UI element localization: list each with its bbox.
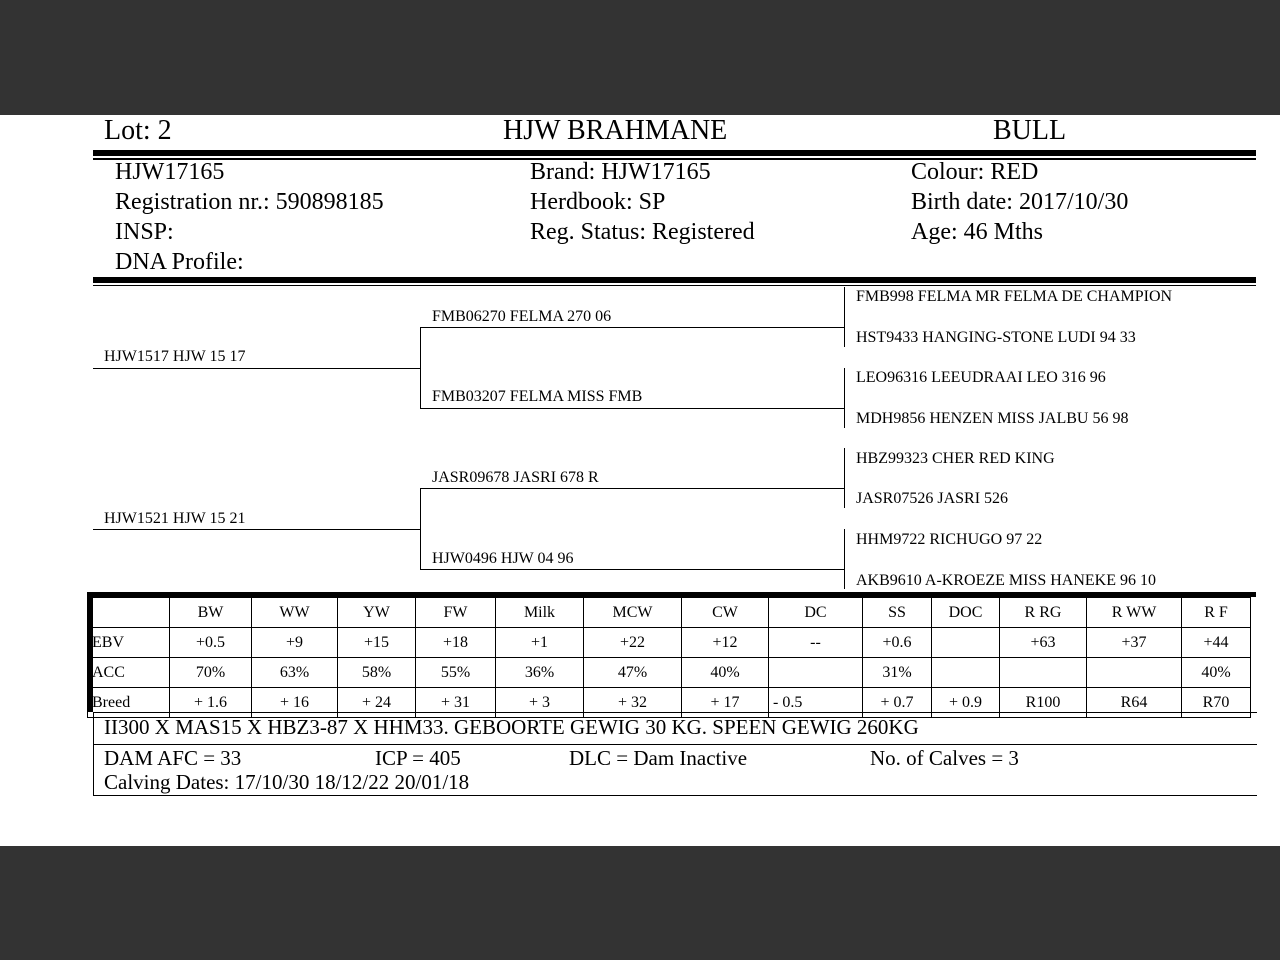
- dd-bracket: [844, 529, 845, 589]
- icp: ICP = 405: [375, 746, 461, 770]
- pedigree-sss: FMB998 FELMA MR FELMA DE CHAMPION: [856, 288, 1173, 305]
- pedigree-dam: HJW1521 HJW 15 21: [104, 510, 246, 527]
- dam-line: [93, 529, 420, 530]
- number-of-calves: No. of Calves = 3: [870, 746, 1019, 770]
- ebv-cell: +37: [1087, 628, 1182, 658]
- ebv-cell: +15: [338, 628, 416, 658]
- pedigree-sire-dam: FMB03207 FELMA MISS FMB: [432, 388, 643, 405]
- ebv-table: [87, 597, 1251, 718]
- ebv-cell: +18: [416, 628, 496, 658]
- ebv-header-row: [88, 598, 1251, 628]
- ebv-cell: +0.6: [863, 628, 932, 658]
- ebv-cell: + 17: [682, 688, 769, 718]
- pedigree-dam-sire: JASR09678 JASRI 678 R: [432, 469, 599, 486]
- registration-number: Registration nr.: 590898185: [115, 189, 384, 215]
- dna-profile-label: DNA Profile:: [115, 249, 244, 275]
- ebv-cell: + 16: [252, 688, 338, 718]
- ebv-cell: + 31: [416, 688, 496, 718]
- info-rule-thick: [93, 277, 1256, 283]
- pedigree-sire: HJW1517 HJW 15 17: [104, 348, 246, 365]
- header-rule-thick: [93, 150, 1256, 156]
- dam-afc: DAM AFC = 33: [104, 746, 242, 770]
- dd-line: [420, 569, 844, 570]
- ebv-cell: +1: [496, 628, 584, 658]
- age: Age: 46 Mths: [911, 219, 1043, 245]
- ss-line: [420, 327, 844, 328]
- ebv-column-header: DC: [769, 598, 863, 628]
- ebv-cell: 40%: [682, 658, 769, 688]
- ebv-cell: +22: [584, 628, 682, 658]
- animal-sex: BULL: [993, 115, 1067, 146]
- dam-stats-box: [93, 744, 1257, 796]
- ss-bracket: [844, 287, 845, 347]
- pedigree-dam-dam: HJW0496 HJW 04 96: [432, 550, 574, 567]
- breeding-notes: II300 X MAS15 X HBZ3-87 X HHM33. GEBOORTE GEWIG 30 KG. SPEEN GEWIG 260KG: [104, 715, 919, 739]
- notes-box: [93, 712, 1257, 745]
- ebv-column-header: MCW: [584, 598, 682, 628]
- ebv-cell: 40%: [1182, 658, 1251, 688]
- ebv-column-header: [88, 598, 170, 628]
- ebv-cell: + 3: [496, 688, 584, 718]
- birth-date: Birth date: 2017/10/30: [911, 189, 1129, 215]
- sd-line: [420, 408, 844, 409]
- ebv-cell: 63%: [252, 658, 338, 688]
- ebv-table-body: [88, 598, 1251, 718]
- pedigree-sdd: MDH9856 HENZEN MISS JALBU 56 98: [856, 410, 1129, 427]
- sd-bracket: [844, 368, 845, 428]
- sire-line: [93, 368, 420, 369]
- ebv-column-header: SS: [863, 598, 932, 628]
- ebv-column-header: FW: [416, 598, 496, 628]
- ebv-row-label: ACC: [88, 658, 170, 688]
- ebv-cell: + 32: [584, 688, 682, 718]
- ebv-cell: R64: [1087, 688, 1182, 718]
- pedigree-ddd: AKB9610 A-KROEZE MISS HANEKE 96 10: [856, 572, 1156, 589]
- ebv-column-header: R RG: [1000, 598, 1087, 628]
- ebv-cell: 31%: [863, 658, 932, 688]
- ebv-cell: + 1.6: [170, 688, 252, 718]
- pedigree-dss: HBZ99323 CHER RED KING: [856, 450, 1055, 467]
- ebv-column-header: WW: [252, 598, 338, 628]
- brand: Brand: HJW17165: [530, 159, 711, 185]
- ebv-cell: R100: [1000, 688, 1087, 718]
- ebv-cell: 36%: [496, 658, 584, 688]
- ebv-cell: [769, 658, 863, 688]
- animal-name: HJW BRAHMANE: [503, 115, 728, 146]
- ebv-cell: 55%: [416, 658, 496, 688]
- ebv-cell: 47%: [584, 658, 682, 688]
- pedigree-dds: HHM9722 RICHUGO 97 22: [856, 531, 1043, 548]
- ebv-cell: +0.5: [170, 628, 252, 658]
- info-rule-thin: [93, 285, 1256, 286]
- ebv-row: [88, 658, 1251, 688]
- bottom-letterbox: [0, 846, 1280, 960]
- ebv-cell: +63: [1000, 628, 1087, 658]
- pedigree-ssd: HST9433 HANGING-STONE LUDI 94 33: [856, 329, 1136, 346]
- animal-id: HJW17165: [115, 159, 225, 185]
- dam-bracket: [420, 488, 421, 569]
- ebv-cell: [1000, 658, 1087, 688]
- pedigree-sire-sire: FMB06270 FELMA 270 06: [432, 308, 612, 325]
- ebv-cell: 70%: [170, 658, 252, 688]
- ebv-cell: + 0.7: [863, 688, 932, 718]
- colour: Colour: RED: [911, 159, 1039, 185]
- auction-lot-card: [0, 115, 1280, 846]
- ebv-cell: R70: [1182, 688, 1251, 718]
- ebv-cell: +44: [1182, 628, 1251, 658]
- ebv-column-header: CW: [682, 598, 769, 628]
- ds-bracket: [844, 448, 845, 508]
- ebv-cell: [932, 628, 1000, 658]
- ebv-column-header: R F: [1182, 598, 1251, 628]
- ebv-column-header: DOC: [932, 598, 1000, 628]
- registration-status: Reg. Status: Registered: [530, 219, 755, 245]
- pedigree-sds: LEO96316 LEEUDRAAI LEO 316 96: [856, 369, 1106, 386]
- top-letterbox: [0, 0, 1280, 115]
- sire-bracket: [420, 327, 421, 408]
- ebv-row-label: EBV: [88, 628, 170, 658]
- pedigree-dsd: JASR07526 JASRI 526: [856, 490, 1009, 507]
- ebv-row: [88, 628, 1251, 658]
- ebv-cell: [1087, 658, 1182, 688]
- herdbook: Herdbook: SP: [530, 189, 666, 215]
- ebv-cell: --: [769, 628, 863, 658]
- ebv-cell: + 24: [338, 688, 416, 718]
- insp-label: INSP:: [115, 219, 174, 245]
- ebv-cell: + 0.9: [932, 688, 1000, 718]
- ebv-cell: +9: [252, 628, 338, 658]
- ds-line: [420, 488, 844, 489]
- ebv-cell: [932, 658, 1000, 688]
- ebv-row-label: Breed: [88, 688, 170, 718]
- ebv-column-header: BW: [170, 598, 252, 628]
- calving-dates: Calving Dates: 17/10/30 18/12/22 20/01/18: [104, 770, 470, 794]
- ebv-column-header: Milk: [496, 598, 584, 628]
- ebv-column-header: R WW: [1087, 598, 1182, 628]
- dlc: DLC = Dam Inactive: [569, 746, 748, 770]
- lot-number: Lot: 2: [104, 115, 172, 146]
- ebv-cell: - 0.5: [769, 688, 863, 718]
- ebv-cell: 58%: [338, 658, 416, 688]
- ebv-column-header: YW: [338, 598, 416, 628]
- ebv-cell: +12: [682, 628, 769, 658]
